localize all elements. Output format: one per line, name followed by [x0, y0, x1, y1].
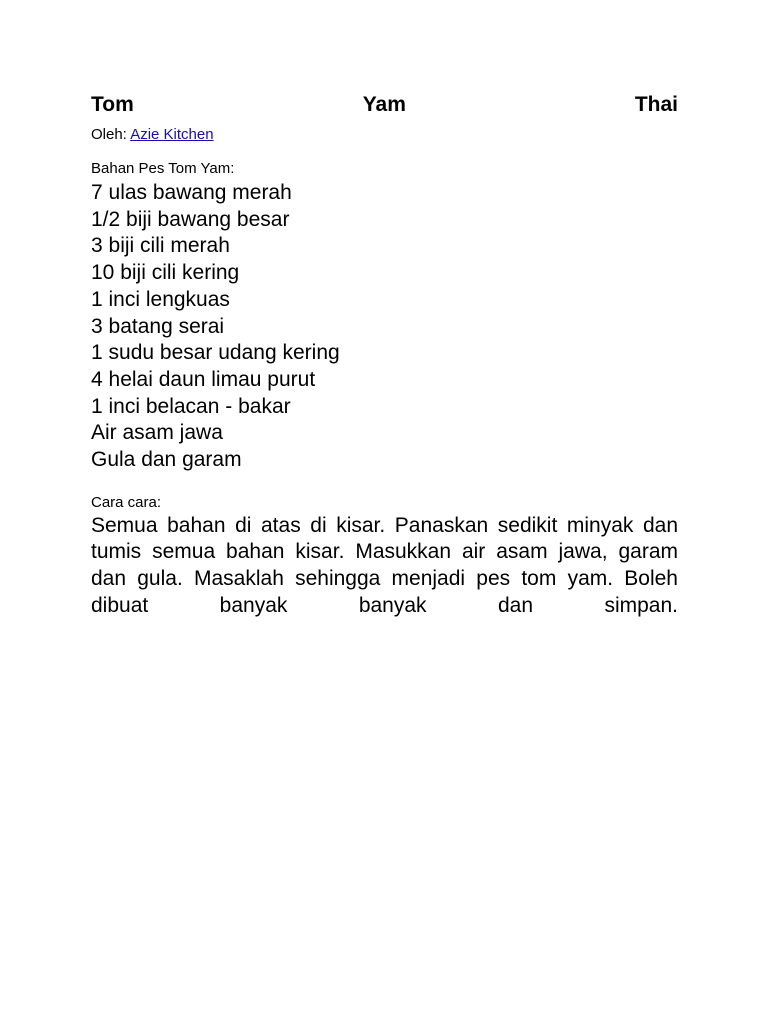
ingredient-item: 1/2 biji bawang besar: [91, 207, 290, 231]
ingredient-item: 3 biji cili merah: [91, 234, 230, 258]
title-word: Tom: [91, 93, 134, 116]
ingredients-list: [91, 180, 678, 474]
ingredient-item: Gula dan garam: [91, 448, 242, 472]
title-word: Thai: [634, 93, 678, 116]
byline-prefix: Oleh:: [91, 126, 127, 143]
recipe-document: [91, 92, 678, 620]
title-word: Yam: [362, 93, 406, 116]
ingredient-item: 4 helai daun limau purut: [91, 367, 316, 391]
ingredient-item: Air asam jawa: [91, 421, 223, 445]
page-title: [91, 92, 678, 118]
author-link[interactable]: Azie Kitchen: [130, 126, 214, 143]
ingredient-item: 1 sudu besar udang kering: [91, 341, 340, 365]
ingredient-item: 1 inci belacan - bakar: [91, 394, 291, 418]
ingredient-item: 3 batang serai: [91, 314, 225, 338]
byline: [91, 126, 678, 144]
ingredient-item: 7 ulas bawang merah: [91, 181, 292, 204]
ingredient-item: 10 biji cili kering: [91, 261, 240, 285]
method-text: Semua bahan di atas di kisar. Panaskan sedikit minyak dan tumis semua bahan kisar. Masukkan air asam jawa, garam dan gula. Masaklah sehingga menjadi pes tom yam. Boleh dibuat banyak banyak dan simpan.: [91, 513, 678, 617]
ingredients-label: Bahan Pes Tom Yam:: [91, 160, 235, 177]
ingredient-item: 1 inci lengkuas: [91, 287, 230, 311]
method-label: Cara cara:: [91, 493, 162, 511]
